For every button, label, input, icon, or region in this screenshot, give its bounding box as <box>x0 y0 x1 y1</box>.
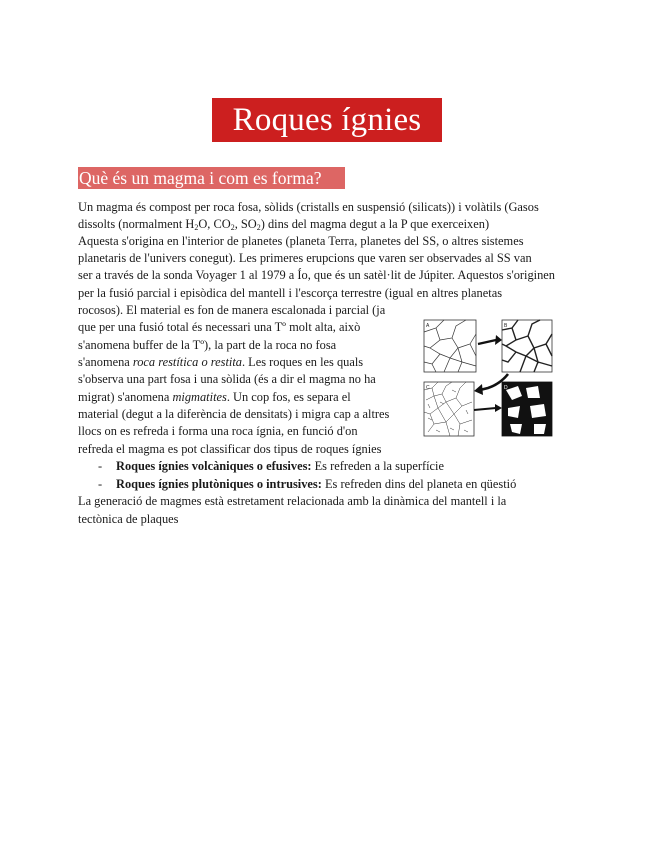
panel-b <box>502 320 552 372</box>
list-item: Roques ígnies plutòniques o intrusives: Es refreden dins del planeta en qüestió <box>116 477 517 491</box>
panel-label: D <box>504 385 508 391</box>
panel-label: C <box>426 385 430 391</box>
melting-stages-figure <box>422 318 554 438</box>
paragraph-line: llocs on es refreda i forma una roca ígnia, en funció d'on <box>78 424 358 438</box>
panel-label: B <box>504 323 508 329</box>
paragraph-line: ser a través de la sonda Voyager 1 al 1979 a Ío, que és un satèl·lit de Júpiter. Aquestos s'originen <box>78 268 555 282</box>
paragraph-line: refreda el magma es pot classificar dos tipus de roques ígnies <box>78 442 382 456</box>
bullet-dash: - <box>98 459 103 473</box>
paragraph-line: dissolts (normalment $H_2O$, $CO_2$, $SO_2$) dins del magma degut a la P que exerceixen) <box>78 217 490 232</box>
bullet-dash: - <box>98 477 103 491</box>
paragraph-line: planetaris de l'univers conegut). Les primeres erupcions que varen ser observades al SS van <box>78 251 532 265</box>
paragraph-line: que per una fusió total és necessari una Tº molt alta, això <box>78 320 361 334</box>
section-heading: Què és un magma i com es forma? <box>78 167 345 189</box>
paragraph-line: per la fusió parcial i episòdica del mantell i l'escorça terrestre (igual en altres planetas <box>78 286 503 300</box>
paragraph-line: Un magma és compost per roca fosa, sòlids (cristalls en suspensió (silicats)) i volàtils (Gasos <box>78 200 539 214</box>
closing-line: La generació de magmes està estretament relacionada amb la dinàmica del mantell i la <box>78 494 507 508</box>
paragraph-line: s'observa una part fosa i una sòlida (és a dir el magma no ha <box>78 372 376 386</box>
panel-a <box>424 320 476 372</box>
panel-c <box>424 382 474 436</box>
paragraph-line: migrat) s'anomena migmatites. Un cop fos, es separa el <box>78 390 351 404</box>
paragraph-line: s'anomena roca restítica o restita. Les roques en les quals <box>78 355 364 369</box>
paragraph-line: s'anomena buffer de la Tº), la part de la roca no fosa <box>78 338 337 352</box>
paragraph-line: material (degut a la diferència de densitats) i migra cap a altres <box>78 407 390 421</box>
paragraph-line: Aquesta s'origina en l'interior de planetes (planeta Terra, planetes del SS, o altres sistemes <box>78 234 524 248</box>
list-item: Roques ígnies volcàniques o efusives: Es refreden a la superfície <box>116 459 444 473</box>
panel-label: A <box>426 323 430 329</box>
page-title: Roques ígnies <box>212 98 442 142</box>
panel-d <box>502 382 552 436</box>
paragraph-line: rocosos). El material es fon de manera escalonada i parcial (ja <box>78 303 386 317</box>
closing-line: tectònica de plaques <box>78 512 179 526</box>
